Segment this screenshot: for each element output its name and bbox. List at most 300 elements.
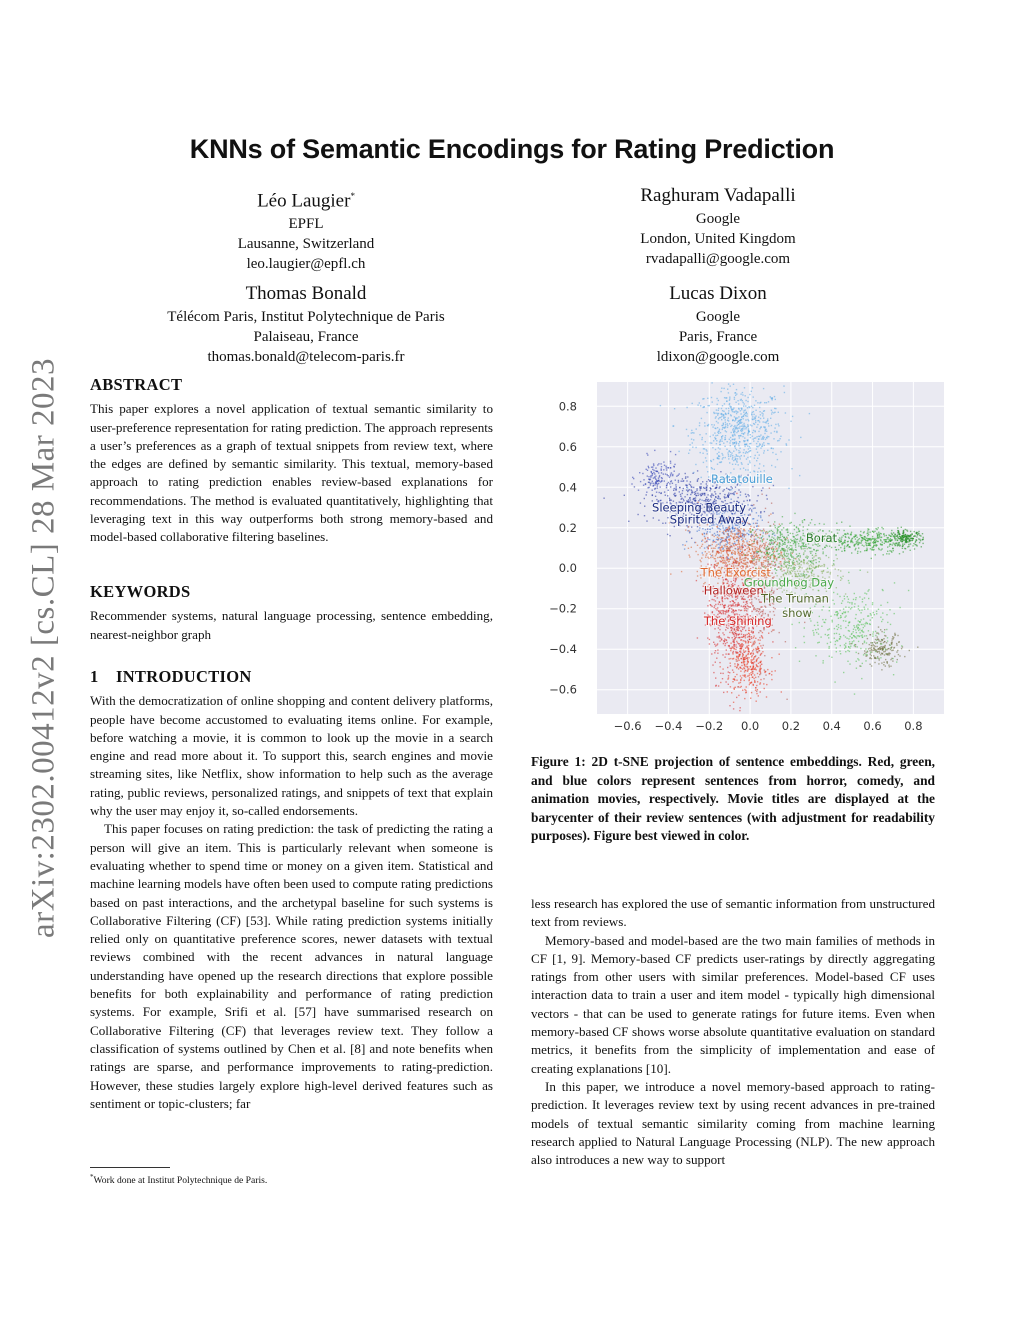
embedding-point: [769, 525, 770, 526]
embedding-point: [741, 637, 742, 638]
embedding-point: [709, 643, 710, 644]
embedding-point: [855, 534, 856, 535]
embedding-point: [780, 525, 781, 526]
embedding-point: [910, 550, 911, 551]
embedding-point: [823, 660, 824, 661]
embedding-point: [749, 679, 750, 680]
embedding-point: [774, 408, 775, 409]
embedding-point: [871, 665, 872, 666]
embedding-point: [763, 645, 764, 646]
embedding-point: [867, 572, 868, 573]
embedding-point: [765, 543, 766, 544]
embedding-point: [763, 465, 764, 466]
embedding-point: [860, 619, 861, 620]
embedding-point: [849, 602, 850, 603]
embedding-point: [736, 558, 737, 559]
embedding-point: [750, 698, 751, 699]
embedding-point: [751, 505, 752, 506]
embedding-point: [799, 553, 800, 554]
embedding-point: [675, 480, 676, 481]
embedding-point: [870, 540, 871, 541]
embedding-point: [653, 483, 654, 484]
embedding-point: [753, 418, 754, 419]
embedding-point: [867, 590, 868, 591]
embedding-point: [879, 652, 880, 653]
embedding-point: [798, 529, 799, 530]
embedding-point: [724, 545, 725, 546]
embedding-point: [771, 425, 772, 426]
embedding-point: [748, 448, 749, 449]
embedding-point: [733, 646, 734, 647]
embedding-point: [768, 423, 769, 424]
embedding-point: [817, 550, 818, 551]
embedding-point: [761, 562, 762, 563]
embedding-point: [700, 560, 701, 561]
embedding-point: [899, 655, 900, 656]
embedding-point: [891, 530, 892, 531]
embedding-point: [724, 641, 725, 642]
embedding-point: [756, 559, 757, 560]
embedding-point: [753, 653, 754, 654]
embedding-point: [869, 650, 870, 651]
embedding-point: [862, 601, 863, 602]
embedding-point: [755, 539, 756, 540]
embedding-point: [872, 602, 873, 603]
embedding-point: [663, 461, 664, 462]
embedding-point: [746, 416, 747, 417]
embedding-point: [875, 528, 876, 529]
embedding-point: [674, 408, 675, 409]
embedding-point: [741, 408, 742, 409]
embedding-point: [833, 564, 834, 565]
embedding-point: [869, 532, 870, 533]
embedding-point: [813, 549, 814, 550]
embedding-point: [742, 402, 743, 403]
embedding-point: [674, 464, 675, 465]
embedding-point: [749, 545, 750, 546]
embedding-point: [746, 603, 747, 604]
embedding-point: [832, 620, 833, 621]
embedding-point: [724, 546, 725, 547]
embedding-point: [815, 553, 816, 554]
embedding-point: [751, 544, 752, 545]
embedding-point: [852, 542, 853, 543]
embedding-point: [883, 539, 884, 540]
embedding-point: [756, 529, 757, 530]
embedding-point: [745, 395, 746, 396]
embedding-point: [713, 434, 714, 435]
embedding-point: [747, 407, 748, 408]
embedding-point: [722, 410, 723, 411]
embedding-point: [720, 432, 721, 433]
embedding-point: [883, 651, 884, 652]
embedding-point: [810, 547, 811, 548]
embedding-point: [881, 533, 882, 534]
embedding-point: [744, 444, 745, 445]
embedding-point: [669, 535, 670, 536]
embedding-point: [718, 410, 719, 411]
embedding-point: [855, 549, 856, 550]
embedding-point: [735, 604, 736, 605]
embedding-point: [769, 558, 770, 559]
embedding-point: [738, 657, 739, 658]
embedding-point: [763, 452, 764, 453]
embedding-point: [910, 535, 911, 536]
embedding-point: [717, 453, 718, 454]
embedding-point: [728, 535, 729, 536]
embedding-point: [735, 418, 736, 419]
embedding-point: [779, 542, 780, 543]
embedding-point: [735, 562, 736, 563]
embedding-point: [728, 608, 729, 609]
embedding-point: [730, 440, 731, 441]
embedding-point: [731, 581, 732, 582]
embedding-point: [791, 522, 792, 523]
embedding-point: [704, 542, 705, 543]
embedding-point: [744, 437, 745, 438]
embedding-point: [787, 564, 788, 565]
embedding-point: [715, 645, 716, 646]
embedding-point: [765, 607, 766, 608]
embedding-point: [911, 540, 912, 541]
embedding-point: [724, 561, 725, 562]
embedding-point: [798, 543, 799, 544]
embedding-point: [744, 440, 745, 441]
embedding-point: [770, 396, 771, 397]
embedding-point: [745, 670, 746, 671]
embedding-point: [773, 485, 774, 486]
embedding-point: [724, 657, 725, 658]
embedding-point: [723, 388, 724, 389]
embedding-point: [819, 557, 820, 558]
embedding-point: [740, 494, 741, 495]
embedding-point: [849, 526, 850, 527]
embedding-point: [845, 606, 846, 607]
embedding-point: [894, 582, 895, 583]
embedding-point: [743, 541, 744, 542]
embedding-point: [718, 498, 719, 499]
embedding-point: [685, 473, 686, 474]
embedding-point: [840, 577, 841, 578]
embedding-point: [745, 415, 746, 416]
embedding-point: [743, 553, 744, 554]
embedding-point: [843, 620, 844, 621]
embedding-point: [741, 455, 742, 456]
embedding-point: [851, 532, 852, 533]
embedding-point: [745, 637, 746, 638]
embedding-point: [738, 695, 739, 696]
embedding-point: [910, 538, 911, 539]
embedding-point: [814, 625, 815, 626]
embedding-point: [742, 563, 743, 564]
embedding-point: [880, 648, 881, 649]
embedding-point: [767, 450, 768, 451]
embedding-point: [737, 400, 738, 401]
embedding-point: [858, 630, 859, 631]
embedding-point: [914, 531, 915, 532]
embedding-point: [749, 639, 750, 640]
embedding-point: [875, 635, 876, 636]
embedding-point: [842, 544, 843, 545]
embedding-point: [648, 487, 649, 488]
embedding-point: [785, 641, 786, 642]
embedding-point: [758, 438, 759, 439]
embedding-point: [749, 599, 750, 600]
embedding-point: [702, 554, 703, 555]
embedding-point: [695, 464, 696, 465]
embedding-point: [822, 548, 823, 549]
embedding-point: [804, 642, 805, 643]
embedding-point: [660, 481, 661, 482]
embedding-point: [759, 559, 760, 560]
embedding-point: [646, 469, 647, 470]
embedding-point: [869, 644, 870, 645]
embedding-point: [692, 432, 693, 433]
embedding-point: [738, 540, 739, 541]
intro-heading: [90, 668, 493, 686]
embedding-point: [747, 554, 748, 555]
embedding-point: [728, 408, 729, 409]
embedding-point: [725, 417, 726, 418]
embedding-point: [801, 546, 802, 547]
embedding-point: [836, 651, 837, 652]
embedding-point: [863, 618, 864, 619]
embedding-point: [713, 440, 714, 441]
embedding-point: [760, 447, 761, 448]
embedding-point: [897, 635, 898, 636]
embedding-point: [754, 642, 755, 643]
embedding-point: [796, 526, 797, 527]
embedding-point: [711, 548, 712, 549]
embedding-point: [881, 669, 882, 670]
embedding-point: [700, 489, 701, 490]
embedding-point: [920, 535, 921, 536]
embedding-point: [791, 565, 792, 566]
embedding-point: [709, 639, 710, 640]
embedding-point: [760, 668, 761, 669]
embedding-point: [882, 612, 883, 613]
embedding-point: [747, 562, 748, 563]
embedding-point: [704, 493, 705, 494]
embedding-point: [774, 539, 775, 540]
embedding-point: [718, 452, 719, 453]
embedding-point: [847, 545, 848, 546]
embedding-point: [688, 435, 689, 436]
embedding-point: [803, 533, 804, 534]
embedding-point: [838, 539, 839, 540]
embedding-point: [686, 429, 687, 430]
embedding-point: [783, 567, 784, 568]
embedding-point: [734, 663, 735, 664]
embedding-point: [790, 552, 791, 553]
embedding-point: [703, 462, 704, 463]
embedding-point: [858, 547, 859, 548]
embedding-point: [768, 544, 769, 545]
embedding-point: [871, 651, 872, 652]
embedding-point: [740, 680, 741, 681]
embedding-point: [698, 495, 699, 496]
embedding-point: [720, 637, 721, 638]
embedding-point: [765, 430, 766, 431]
embedding-point: [888, 652, 889, 653]
embedding-point: [753, 678, 754, 679]
embedding-point: [768, 549, 769, 550]
embedding-point: [839, 610, 840, 611]
embedding-point: [859, 542, 860, 543]
embedding-point: [717, 457, 718, 458]
embedding-point: [727, 420, 728, 421]
embedding-point: [711, 493, 712, 494]
embedding-point: [783, 556, 784, 557]
embedding-point: [822, 619, 823, 620]
embedding-point: [750, 642, 751, 643]
embedding-point: [732, 550, 733, 551]
embedding-point: [753, 635, 754, 636]
embedding-point: [743, 659, 744, 660]
embedding-point: [875, 541, 876, 542]
embedding-point: [780, 551, 781, 552]
embedding-point: [715, 417, 716, 418]
embedding-point: [869, 634, 870, 635]
embedding-point: [745, 494, 746, 495]
embedding-point: [707, 405, 708, 406]
embedding-point: [899, 545, 900, 546]
embedding-point: [754, 681, 755, 682]
embedding-point: [721, 552, 722, 553]
embedding-point: [851, 633, 852, 634]
embedding-point: [819, 561, 820, 562]
intro-paragraph: With the democratization of online shopping and content delivery platforms, people have become accustomed to evaluating items online. For example, before watching a movie, it is common to look up the movie in a search engine and read more about it. To support this, search engines and movie streaming sites, like Netflix, show information to help such as the average rating, public reviews, personalized ratings, and snippets of text that explain why the user may enjoy it, so-called endorsements.: [90, 693, 493, 819]
embedding-point: [665, 495, 666, 496]
embedding-point: [757, 523, 758, 524]
embedding-point: [877, 642, 878, 643]
embedding-point: [724, 403, 725, 404]
embedding-point: [660, 405, 661, 406]
embedding-point: [753, 423, 754, 424]
embedding-point: [858, 620, 859, 621]
embedding-point: [711, 382, 712, 383]
embedding-point: [730, 452, 731, 453]
embedding-point: [754, 674, 755, 675]
embedding-point: [723, 562, 724, 563]
embedding-point: [699, 486, 700, 487]
embedding-point: [896, 645, 897, 646]
embedding-point: [877, 636, 878, 637]
embedding-point: [734, 605, 735, 606]
embedding-point: [760, 550, 761, 551]
embedding-point: [717, 422, 718, 423]
embedding-point: [754, 661, 755, 662]
embedding-point: [701, 493, 702, 494]
embedding-point: [916, 539, 917, 540]
embedding-point: [732, 543, 733, 544]
embedding-point: [771, 503, 772, 504]
embedding-point: [719, 531, 720, 532]
embedding-point: [738, 602, 739, 603]
embedding-point: [740, 458, 741, 459]
embedding-point: [839, 634, 840, 635]
embedding-point: [740, 671, 741, 672]
embedding-point: [853, 635, 854, 636]
embedding-point: [689, 484, 690, 485]
embedding-point: [760, 515, 761, 516]
embedding-point: [748, 464, 749, 465]
embedding-point: [652, 469, 653, 470]
embedding-point: [738, 452, 739, 453]
embedding-point: [671, 480, 672, 481]
embedding-point: [771, 542, 772, 543]
embedding-point: [712, 664, 713, 665]
embedding-point: [763, 629, 764, 630]
embedding-point: [743, 418, 744, 419]
embedding-point: [715, 535, 716, 536]
embedding-point: [876, 544, 877, 545]
embedding-point: [780, 436, 781, 437]
embedding-point: [743, 602, 744, 603]
embedding-point: [670, 461, 671, 462]
embedding-point: [838, 545, 839, 546]
embedding-point: [749, 675, 750, 676]
embedding-point: [680, 496, 681, 497]
embedding-point: [741, 548, 742, 549]
embedding-point: [882, 640, 883, 641]
embedding-point: [902, 533, 903, 534]
embedding-point: [857, 635, 858, 636]
author-location: Palaiseau, France: [253, 329, 359, 345]
embedding-point: [712, 544, 713, 545]
embedding-point: [733, 543, 734, 544]
embedding-point: [670, 474, 671, 475]
embedding-point: [858, 653, 859, 654]
embedding-point: [733, 528, 734, 529]
embedding-point: [749, 443, 750, 444]
embedding-point: [764, 445, 765, 446]
embedding-point: [914, 548, 915, 549]
embedding-point: [765, 429, 766, 430]
embedding-point: [765, 671, 766, 672]
embedding-point: [738, 604, 739, 605]
embedding-point: [736, 454, 737, 455]
embedding-point: [722, 673, 723, 674]
embedding-point: [763, 418, 764, 419]
embedding-point: [755, 548, 756, 549]
embedding-point: [738, 658, 739, 659]
embedding-point: [745, 641, 746, 642]
embedding-point: [776, 570, 777, 571]
embedding-point: [697, 554, 698, 555]
embedding-point: [799, 540, 800, 541]
embedding-point: [672, 425, 673, 426]
embedding-point: [902, 539, 903, 540]
embedding-point: [792, 556, 793, 557]
embedding-point: [670, 475, 671, 476]
embedding-point: [712, 528, 713, 529]
embedding-point: [730, 437, 731, 438]
embedding-point: [883, 646, 884, 647]
embedding-point: [756, 665, 757, 666]
embedding-point: [886, 661, 887, 662]
embedding-point: [769, 552, 770, 553]
embedding-point: [901, 540, 902, 541]
embedding-point: [740, 419, 741, 420]
embedding-point: [748, 420, 749, 421]
embedding-point: [704, 533, 705, 534]
embedding-point: [880, 605, 881, 606]
embedding-point: [857, 658, 858, 659]
embedding-point: [739, 547, 740, 548]
embedding-point: [875, 646, 876, 647]
embedding-point: [859, 632, 860, 633]
